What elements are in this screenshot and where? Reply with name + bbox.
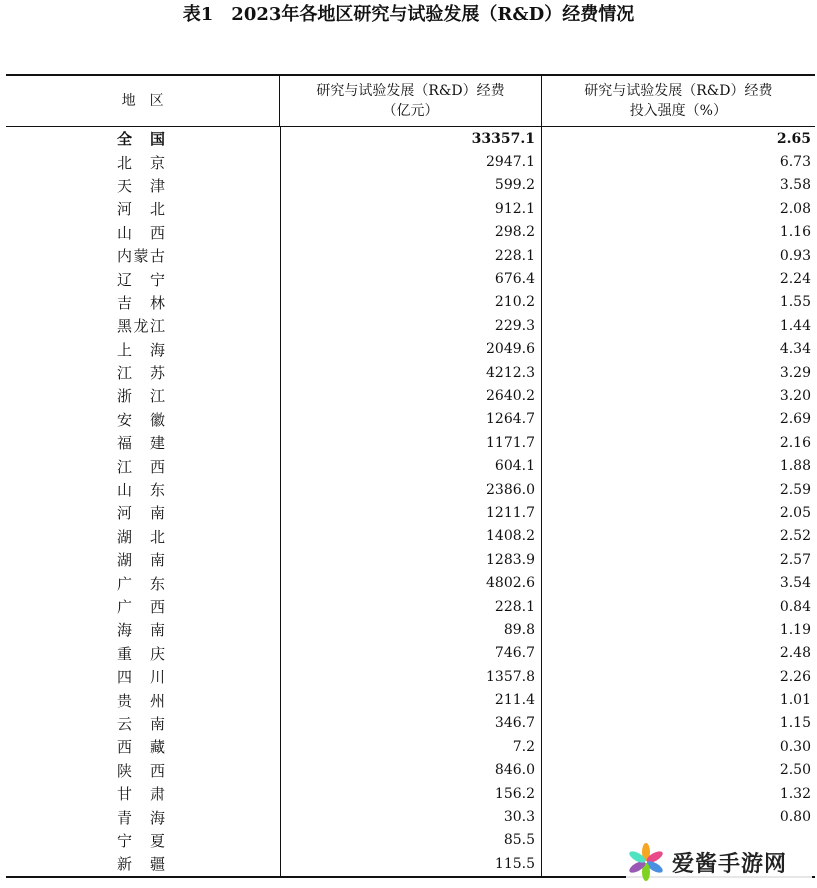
intensity-cell: 2.50 [541,759,815,782]
region-name: 海南 [117,621,165,640]
expenditure-cell: 210.2 [280,291,541,314]
table-row [6,665,815,688]
region-cell [6,174,280,197]
region-name: 吉林 [117,293,165,312]
expenditure-cell: 7.2 [280,735,541,758]
table-row [6,782,815,805]
region-cell [6,454,280,477]
region-name: 重庆 [117,644,165,663]
region-cell [6,642,280,665]
expenditure-cell: 33357.1 [280,127,541,150]
table-row [6,525,815,548]
header-expenditure-line2: （亿元） [382,103,439,119]
table-row [6,571,815,594]
intensity-cell: 1.16 [541,221,815,244]
region-name: 天津 [117,176,165,195]
intensity-cell: 2.16 [541,431,815,454]
intensity-cell: 2.48 [541,642,815,665]
table-row [6,759,815,782]
region-name: 山东 [117,481,165,500]
table-row [6,244,815,267]
region-cell [6,431,280,454]
header-region [6,76,279,126]
region-cell [6,127,280,150]
watermark [626,842,812,882]
region-cell [6,688,280,711]
region-name: 云南 [117,714,165,733]
intensity-cell: 0.93 [541,244,815,267]
region-name: 广东 [117,574,165,593]
header-intensity [541,76,815,126]
region-cell [6,361,280,384]
region-cell [6,595,280,618]
region-name: 贵州 [117,691,165,710]
expenditure-cell: 1211.7 [280,501,541,524]
expenditure-cell: 4212.3 [280,361,541,384]
intensity-cell: 6.73 [541,150,815,173]
table-row [6,384,815,407]
expenditure-cell: 228.1 [280,244,541,267]
region-cell [6,525,280,548]
region-cell [6,314,280,337]
region-cell [6,852,280,875]
region-cell [6,384,280,407]
region-name: 北京 [117,153,165,172]
table-row [6,595,815,618]
region-cell [6,782,280,805]
region-name: 浙江 [117,387,165,406]
table-row [6,712,815,735]
region-name: 安徽 [117,410,165,429]
expenditure-cell: 1408.2 [280,525,541,548]
region-name: 山西 [117,223,165,242]
intensity-cell: 1.32 [541,782,815,805]
expenditure-cell: 604.1 [280,454,541,477]
table-row [6,314,815,337]
table-row [6,150,815,173]
intensity-cell: 0.84 [541,595,815,618]
region-cell [6,408,280,431]
expenditure-cell: 228.1 [280,595,541,618]
intensity-cell: 1.19 [541,618,815,641]
expenditure-cell: 676.4 [280,267,541,290]
header-intensity-line1: 研究与试验发展（R&D）经费 [584,83,773,99]
region-cell [6,735,280,758]
expenditure-cell: 2049.6 [280,338,541,361]
region-name: 陕西 [117,761,165,780]
expenditure-cell: 1283.9 [280,548,541,571]
intensity-cell: 1.01 [541,688,815,711]
region-name: 四川 [117,668,165,687]
region-name: 辽宁 [117,270,165,289]
expenditure-cell: 298.2 [280,221,541,244]
region-cell [6,338,280,361]
region-cell [6,759,280,782]
header-intensity-line2: 投入强度（%） [629,103,727,119]
intensity-cell: 1.15 [541,712,815,735]
rd-expenditure-table [6,74,815,878]
region-name: 新疆 [117,855,165,874]
region-name: 青海 [117,808,165,827]
expenditure-cell: 346.7 [280,712,541,735]
table-row [6,618,815,641]
region-name: 湖北 [117,527,165,546]
expenditure-cell: 2386.0 [280,478,541,501]
expenditure-cell: 912.1 [280,197,541,220]
region-name: 甘肃 [117,785,165,804]
pinwheel-logo-icon [626,842,666,882]
region-name: 上海 [117,340,165,359]
intensity-cell: 1.44 [541,314,815,337]
table-row [6,174,815,197]
table-row [6,221,815,244]
table-row [6,127,815,150]
region-cell [6,571,280,594]
intensity-cell: 2.08 [541,197,815,220]
expenditure-cell: 1357.8 [280,665,541,688]
region-cell [6,221,280,244]
expenditure-cell: 599.2 [280,174,541,197]
table-row [6,688,815,711]
expenditure-cell: 4802.6 [280,571,541,594]
region-name: 全国 [117,130,165,149]
intensity-cell: 2.57 [541,548,815,571]
table-row [6,478,815,501]
region-cell [6,244,280,267]
region-cell [6,197,280,220]
region-cell [6,501,280,524]
expenditure-cell: 2640.2 [280,384,541,407]
table-body [6,127,815,876]
expenditure-cell: 115.5 [280,852,541,875]
header-expenditure-line1: 研究与试验发展（R&D）经费 [316,83,505,99]
intensity-cell: 2.26 [541,665,815,688]
intensity-cell: 1.55 [541,291,815,314]
watermark-text: 爱酱手游网 [672,851,788,877]
intensity-cell: 2.05 [541,501,815,524]
region-name: 湖南 [117,551,165,570]
expenditure-cell: 30.3 [280,805,541,828]
intensity-cell: 0.30 [541,735,815,758]
expenditure-cell: 746.7 [280,642,541,665]
table-header [6,76,815,126]
region-cell [6,665,280,688]
expenditure-cell: 211.4 [280,688,541,711]
expenditure-cell: 2947.1 [280,150,541,173]
expenditure-cell: 85.5 [280,829,541,852]
region-cell [6,291,280,314]
table-row [6,361,815,384]
region-name: 西藏 [117,738,165,757]
table-row [6,805,815,828]
intensity-cell: 2.59 [541,478,815,501]
region-name: 内蒙古 [117,247,165,266]
intensity-cell: 3.20 [541,384,815,407]
table-row [6,291,815,314]
region-name: 黑龙江 [117,317,165,336]
intensity-cell: 4.34 [541,338,815,361]
table-row [6,642,815,665]
intensity-cell: 3.58 [541,174,815,197]
expenditure-cell: 229.3 [280,314,541,337]
region-name: 江西 [117,457,165,476]
expenditure-cell: 846.0 [280,759,541,782]
region-cell [6,267,280,290]
intensity-cell: 0.80 [541,805,815,828]
table-row [6,735,815,758]
intensity-cell: 3.29 [541,361,815,384]
table-row [6,267,815,290]
region-cell [6,829,280,852]
table-title: 表1 2023年各地区研究与试验发展（R&D）经费情况 [182,4,635,25]
table-row [6,454,815,477]
region-cell [6,805,280,828]
header-region-label: 地 区 [121,93,164,109]
region-cell [6,150,280,173]
expenditure-cell: 1171.7 [280,431,541,454]
region-name: 福建 [117,434,165,453]
table-row [6,197,815,220]
region-cell [6,712,280,735]
intensity-cell: 2.65 [541,127,815,150]
region-cell [6,548,280,571]
table-row [6,501,815,524]
expenditure-cell: 89.8 [280,618,541,641]
intensity-cell: 2.69 [541,408,815,431]
region-cell [6,618,280,641]
table-row [6,548,815,571]
header-expenditure [279,76,540,126]
table-row [6,408,815,431]
region-name: 江苏 [117,364,165,383]
intensity-cell: 2.24 [541,267,815,290]
table-row [6,431,815,454]
region-cell [6,478,280,501]
table-row [6,338,815,361]
intensity-cell: 3.54 [541,571,815,594]
region-name: 河北 [117,200,165,219]
region-name: 河南 [117,504,165,523]
region-name: 宁夏 [117,831,165,850]
intensity-cell: 1.88 [541,454,815,477]
intensity-cell: 2.52 [541,525,815,548]
region-name: 广西 [117,598,165,616]
expenditure-cell: 1264.7 [280,408,541,431]
expenditure-cell: 156.2 [280,782,541,805]
